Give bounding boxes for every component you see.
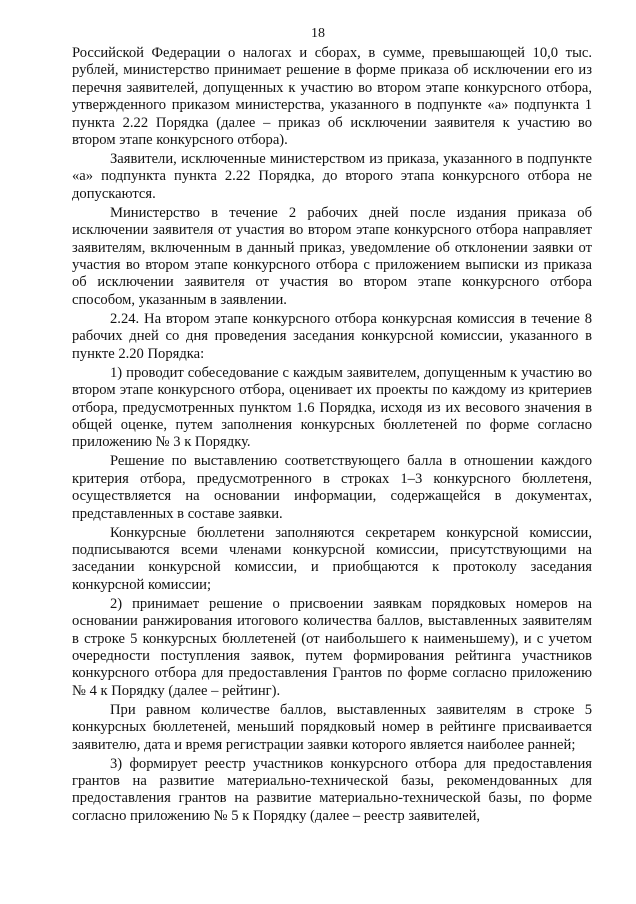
- paragraph-4: 2.24. На втором этапе конкурсного отбора конкурсная комиссия в течение 8 рабочих дней со дня проведения заседания конкурсной комиссии, указанного в пункте 2.20 Порядка:: [72, 310, 592, 362]
- paragraph-3: Министерство в течение 2 рабочих дней после издания приказа об исключении заявителя от участия во втором этапе конкурсного отбора направляет заявителям, включенным в данный приказ, уведомление об отклонении заявки от участия во втором этапе конкурсного отбора с приложением выписки из приказа об исключении заявителя от участия во втором этапе конкурсного отбора способом, указанным в заявлении.: [72, 204, 592, 308]
- paragraph-1: Российской Федерации о налогах и сборах, в сумме, превышающей 10,0 тыс. рублей, министерство принимает решение в форме приказа об исключении его из перечня заявителей, допущенных к участию во втором этапе конкурсного отбора, утвержденного приказом министерства, указанного в подпункте «а» подпункта 1 пункта 2.22 Порядка (далее – приказ об исключении заявителя к участию во втором этапе конкурсного отбора).: [72, 45, 592, 149]
- paragraph-6: Решение по выставлению соответствующего балла в отношении каждого критерия отбора, предусмотренного в строках 1–3 конкурсного бюллетеня, осуществляется на основании информации, содержащейся в документах, представленных в составе заявки.: [72, 453, 592, 522]
- paragraph-5: 1) проводит собеседование с каждым заявителем, допущенным к участию во втором этапе конкурсного отбора, оценивает их проекты по каждому из критериев отбора, предусмотренных пунктом 1.6 Порядка, исходя из их весового значения в общей оценке, путем заполнения конкурсных бюллетеней по форме согласно приложению № 3 к Порядку.: [72, 364, 592, 451]
- paragraph-7: Конкурсные бюллетени заполняются секретарем конкурсной комиссии, подписываются всеми членами конкурсной комиссии, присутствующими на заседании конкурсной комиссии, и приобщаются к протоколу заседания конкурсной комиссии;: [72, 524, 592, 593]
- paragraph-2: Заявители, исключенные министерством из приказа, указанного в подпункте «а» подпункта пункта 2.22 Порядка, до второго этапа конкурсного отбора не допускаются.: [72, 151, 592, 202]
- document-body: [72, 45, 592, 827]
- paragraph-8: 2) принимает решение о присвоении заявкам порядковых номеров на основании ранжирования итогового количества баллов, выставленных заявителям в строке 5 конкурсных бюллетеней (от наибольшего к наименьшему), и с учетом очередности поступления заявок, путем формирования рейтинга участников конкурсного отбора для предоставления Грантов по форме согласно приложению № 4 к Порядку (далее – рейтинг).: [72, 595, 592, 699]
- page-number: 18: [311, 26, 325, 41]
- paragraph-9: При равном количестве баллов, выставленных заявителям в строке 5 конкурсных бюллетеней, меньший порядковый номер в рейтинге присваивается заявителю, дата и время регистрации заявки которого является наиболее ранней;: [72, 701, 592, 753]
- paragraph-10: 3) формирует реестр участников конкурсного отбора для предоставления грантов на развитие материально-технической базы, рекомендованных для предоставления грантов на развитие материально-технической базы, по форме согласно приложению № 5 к Порядку (далее – реестр заявителей,: [72, 755, 592, 824]
